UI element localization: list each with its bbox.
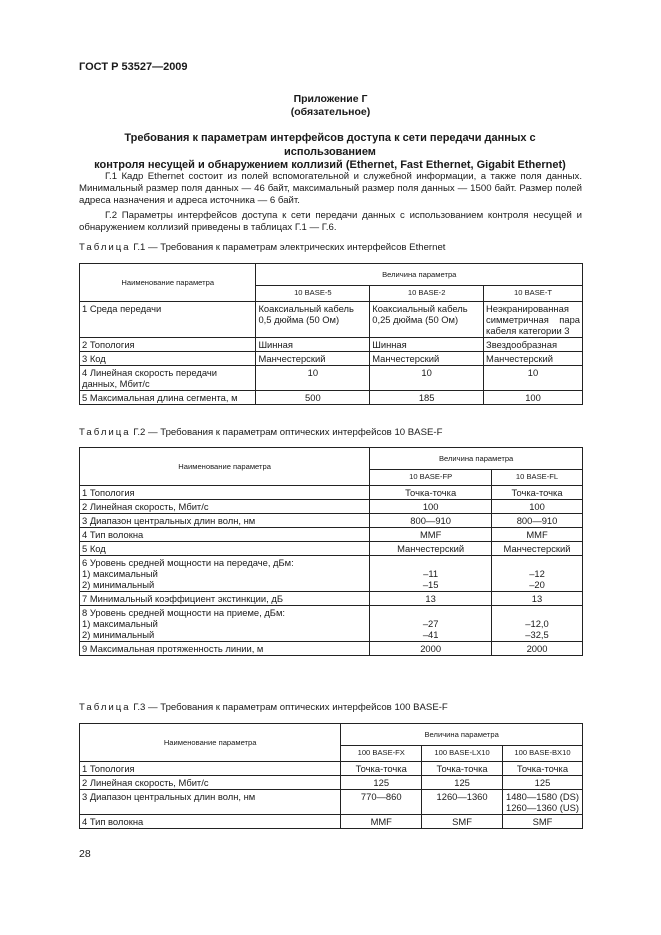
value-min: –15 bbox=[422, 579, 439, 590]
paragraph-g2: Г.2 Параметры интерфейсов доступа к сети передачи данных с использованием контроля несущей и обнаружением коллизий приведены в таблицах Г.1 — Г.6. bbox=[79, 210, 582, 233]
param-value: MMF bbox=[341, 815, 422, 829]
param-value: 13 bbox=[492, 592, 583, 606]
table-row bbox=[80, 338, 583, 352]
param-value: 2000 bbox=[370, 642, 492, 656]
caption-text: Г.3 — Требования к параметрам оптических интерфейсов 100 BASE-F bbox=[133, 702, 448, 713]
param-value: 800—910 bbox=[492, 514, 583, 528]
param-value: Коаксиальный кабель 0,5 дюйма (50 Ом) bbox=[256, 302, 370, 338]
value-min: –20 bbox=[529, 579, 545, 590]
table3-caption bbox=[79, 702, 448, 713]
caption-prefix: Таблица bbox=[79, 427, 131, 438]
table3-col-header: 100 BASE-BX10 bbox=[502, 746, 582, 762]
param-value: Точка-точка bbox=[341, 762, 422, 776]
param-name: 5 Код bbox=[80, 542, 370, 556]
param-value: MMF bbox=[370, 528, 492, 542]
param-value: 800—910 bbox=[370, 514, 492, 528]
param-name: 3 Диапазон центральных длин волн, нм bbox=[80, 790, 341, 815]
table3 bbox=[79, 723, 583, 829]
param-value: 1260—1360 bbox=[422, 790, 503, 815]
param-value bbox=[502, 790, 582, 815]
table3-col-header: 100 BASE-LX10 bbox=[422, 746, 503, 762]
title-line-1: Требования к параметрам интерфейсов доступа к сети передачи данных с использованием bbox=[124, 132, 536, 158]
param-name: 9 Максимальная протяженность линии, м bbox=[80, 642, 370, 656]
appendix-title bbox=[79, 132, 581, 173]
param-value: 125 bbox=[502, 776, 582, 790]
table-row bbox=[80, 352, 583, 366]
param-value: 10 bbox=[370, 366, 484, 391]
table2-col-header: 10 BASE-FP bbox=[370, 470, 492, 486]
param-value bbox=[492, 556, 583, 592]
table-row bbox=[80, 302, 583, 338]
param-value: Шинная bbox=[370, 338, 484, 352]
table1-param-header: Наименование параметра bbox=[80, 264, 256, 302]
caption-text: Г.1 — Требования к параметрам электрических интерфейсов Ethernet bbox=[133, 242, 446, 253]
standard-header: ГОСТ Р 53527—2009 bbox=[79, 61, 188, 73]
param-value: Неэкранированная симметричная пара кабеля категории 3 bbox=[484, 302, 583, 338]
param-value: Манчестерский bbox=[370, 542, 492, 556]
param-value: 100 bbox=[484, 391, 583, 405]
param-value bbox=[370, 606, 492, 642]
param-name: 4 Линейная скорость передачи данных, Мбит/с bbox=[80, 366, 256, 391]
table-row bbox=[80, 514, 583, 528]
param-value bbox=[492, 606, 583, 642]
table-row bbox=[80, 391, 583, 405]
param-sub: 1) максимальный bbox=[82, 568, 158, 579]
param-value: Точка-точка bbox=[422, 762, 503, 776]
table-row bbox=[80, 556, 583, 592]
table-row bbox=[80, 642, 583, 656]
table-row bbox=[80, 542, 583, 556]
caption-prefix: Таблица bbox=[79, 242, 131, 253]
param-title: 8 Уровень средней мощности на приеме, дБм: bbox=[82, 607, 286, 618]
param-name: 5 Максимальная длина сегмента, м bbox=[80, 391, 256, 405]
param-name bbox=[80, 606, 370, 642]
table1-col-header: 10 BASE-5 bbox=[256, 286, 370, 302]
param-value: Шинная bbox=[256, 338, 370, 352]
table3-col-header: 100 BASE-FX bbox=[341, 746, 422, 762]
param-value: 10 bbox=[256, 366, 370, 391]
param-value: 2000 bbox=[492, 642, 583, 656]
param-value: 500 bbox=[256, 391, 370, 405]
caption-text: Г.2 — Требования к параметрам оптических интерфейсов 10 BASE-F bbox=[133, 427, 443, 438]
param-value: 770—860 bbox=[341, 790, 422, 815]
param-name: 7 Минимальный коэффициент экстинкции, дБ bbox=[80, 592, 370, 606]
param-value: Манчестерский bbox=[484, 352, 583, 366]
value-max: –11 bbox=[423, 568, 439, 579]
table-row bbox=[80, 815, 583, 829]
appendix-status: (обязательное) bbox=[290, 106, 371, 118]
param-name: 1 Среда передачи bbox=[80, 302, 256, 338]
table2 bbox=[79, 447, 583, 656]
param-value: 13 bbox=[370, 592, 492, 606]
title-line-2: контроля несущей и обнаружением коллизий (Ethernet, Fast Ethernet, Gigabit Ethernet) bbox=[94, 159, 566, 171]
table-row bbox=[80, 528, 583, 542]
param-name: 3 Код bbox=[80, 352, 256, 366]
param-name bbox=[80, 556, 370, 592]
param-name: 1 Топология bbox=[80, 486, 370, 500]
param-value: SMF bbox=[422, 815, 503, 829]
param-value: Манчестерский bbox=[370, 352, 484, 366]
table1-col-header: 10 BASE-T bbox=[484, 286, 583, 302]
param-sub: 2) минимальный bbox=[82, 629, 155, 640]
value-min: –41 bbox=[422, 629, 439, 640]
param-value: Точка-точка bbox=[502, 762, 582, 776]
table1-col-header: 10 BASE-2 bbox=[370, 286, 484, 302]
table-row bbox=[80, 366, 583, 391]
param-name: 3 Диапазон центральных длин волн, нм bbox=[80, 514, 370, 528]
param-value: 10 bbox=[484, 366, 583, 391]
param-value: 100 bbox=[370, 500, 492, 514]
param-value: 125 bbox=[341, 776, 422, 790]
paragraph-g1: Г.1 Кадр Ethernet состоит из полей вспомогательной и служебной информации, а также поля данных. Минимальный размер поля данных — 46 байт, максимальный размер поля данных — 1500 байт. Размер полей адреса назначения и адреса источника — 6 байт. bbox=[79, 171, 582, 206]
value-max: –12,0 bbox=[525, 618, 549, 629]
param-value bbox=[370, 556, 492, 592]
table1-value-header: Величина параметра bbox=[256, 264, 583, 286]
table-row bbox=[80, 592, 583, 606]
param-name: 2 Линейная скорость, Мбит/с bbox=[80, 776, 341, 790]
param-value: 100 bbox=[492, 500, 583, 514]
table2-col-header: 10 BASE-FL bbox=[492, 470, 583, 486]
table-row bbox=[80, 762, 583, 776]
param-sub: 2) минимальный bbox=[82, 579, 155, 590]
table-row bbox=[80, 776, 583, 790]
table1-caption bbox=[79, 242, 445, 253]
param-name: 4 Тип волокна bbox=[80, 528, 370, 542]
param-value: SMF bbox=[502, 815, 582, 829]
param-value: Манчестерский bbox=[492, 542, 583, 556]
table2-param-header: Наименование параметра bbox=[80, 448, 370, 486]
param-value: 185 bbox=[370, 391, 484, 405]
table3-value-header: Величина параметра bbox=[341, 724, 583, 746]
appendix-label: Приложение Г bbox=[293, 93, 368, 105]
page-number: 28 bbox=[79, 848, 91, 860]
caption-prefix: Таблица bbox=[79, 702, 131, 713]
value-max: –12 bbox=[529, 568, 545, 579]
param-value: 125 bbox=[422, 776, 503, 790]
value-ds: 1480—1580 (DS) bbox=[506, 791, 579, 802]
param-value: Точка-точка bbox=[492, 486, 583, 500]
table2-caption bbox=[79, 427, 442, 438]
param-value: Манчестерский bbox=[256, 352, 370, 366]
table-row bbox=[80, 500, 583, 514]
value-us: 1260—1360 (US) bbox=[506, 802, 579, 813]
table-row bbox=[80, 606, 583, 642]
table-row bbox=[80, 790, 583, 815]
param-value: MMF bbox=[492, 528, 583, 542]
param-sub: 1) максимальный bbox=[82, 618, 158, 629]
param-value: Точка-точка bbox=[370, 486, 492, 500]
param-name: 2 Топология bbox=[80, 338, 256, 352]
table3-param-header: Наименование параметра bbox=[80, 724, 341, 762]
param-name: 2 Линейная скорость, Мбит/с bbox=[80, 500, 370, 514]
value-min: –32,5 bbox=[525, 629, 549, 640]
param-title: 6 Уровень средней мощности на передаче, дБм: bbox=[82, 557, 294, 568]
param-name: 4 Тип волокна bbox=[80, 815, 341, 829]
param-name: 1 Топология bbox=[80, 762, 341, 776]
table2-value-header: Величина параметра bbox=[370, 448, 583, 470]
table-row bbox=[80, 486, 583, 500]
param-value: Звездообразная bbox=[484, 338, 583, 352]
value-max: –27 bbox=[422, 618, 439, 629]
table1 bbox=[79, 263, 583, 405]
param-value: Коаксиальный кабель 0,25 дюйма (50 Ом) bbox=[370, 302, 484, 338]
